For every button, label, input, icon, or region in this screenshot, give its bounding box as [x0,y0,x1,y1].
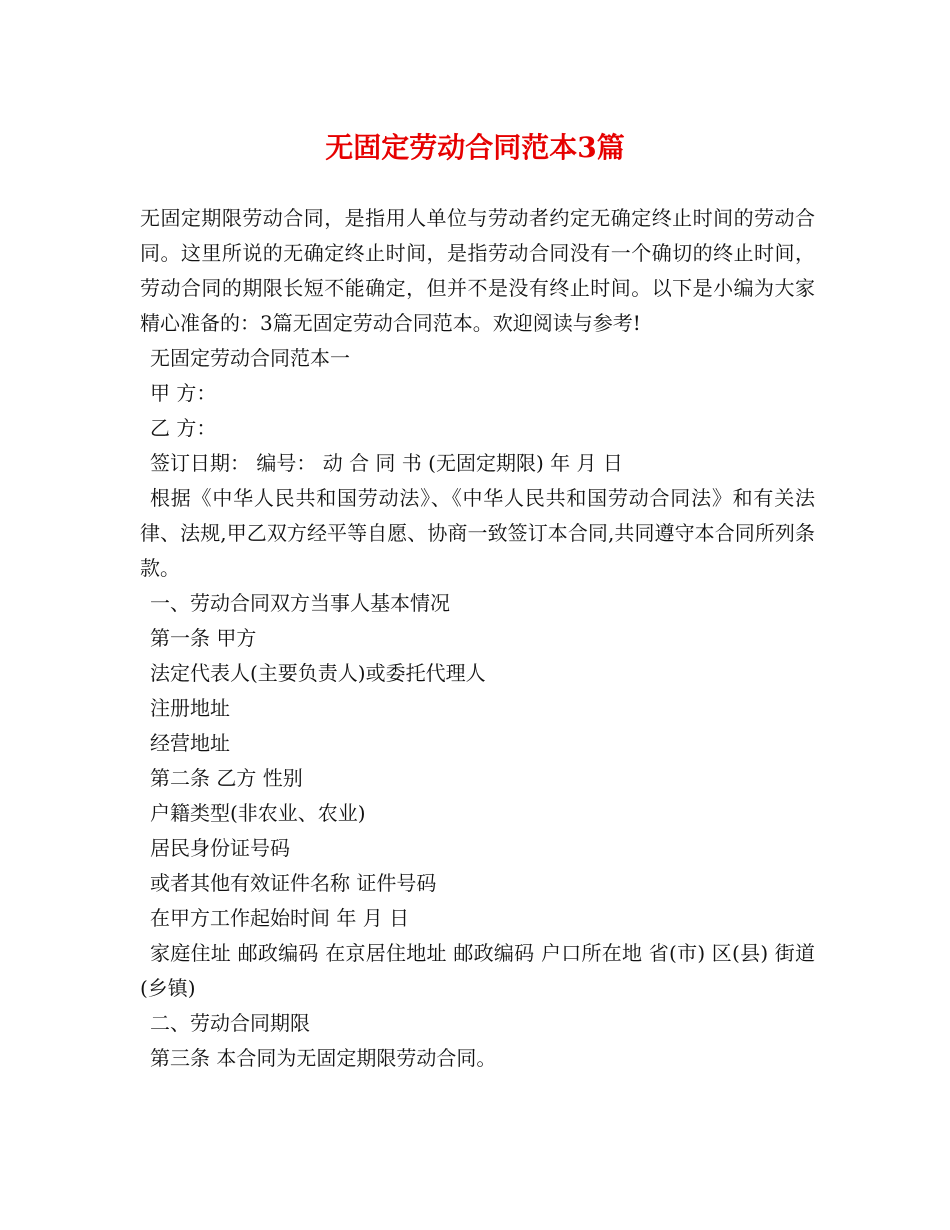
address-paragraph: 家庭住址 邮政编码 在京居住地址 邮政编码 户口所在地 省(市) 区(县) 街道(乡镇) [140,941,815,1000]
section-heading-sample-one: 无固定劳动合同范本一 [150,346,350,370]
legal-representative-line: 法定代表人(主要负责人)或委托代理人 [150,661,486,685]
document-body [140,201,815,1076]
signing-date-line: 签订日期： 编号： 动 合 同 书 (无固定期限) 年 月 日 [150,451,623,475]
article-one-line: 第一条 甲方 [150,626,257,650]
party-a-line: 甲 方： [150,381,217,405]
household-type-line: 户籍类型(非农业、农业) [150,801,366,825]
business-address-line: 经营地址 [150,731,230,755]
basis-paragraph: 根据《中华人民共和国劳动法》、《中华人民共和国劳动合同法》和有关法律、法规,甲乙双方经平等自愿、协商一致签订本合同,共同遵守本合同所列条款。 [140,486,815,580]
intro-paragraph: 无固定期限劳动合同，是指用人单位与劳动者约定无确定终止时间的劳动合同。这里所说的无确定终止时间，是指劳动合同没有一个确切的终止时间，劳动合同的期限长短不能确定，但并不是没有终止时间。以下是小编为大家精心准备的：3篇无固定劳动合同范本。欢迎阅读与参考! [140,206,815,335]
id-number-line: 居民身份证号码 [150,836,290,860]
section-heading-parties: 一、劳动合同双方当事人基本情况 [150,591,450,615]
registered-address-line: 注册地址 [150,696,230,720]
party-b-line: 乙 方： [150,416,217,440]
other-id-line: 或者其他有效证件名称 证件号码 [150,871,437,895]
article-three-line: 第三条 本合同为无固定期限劳动合同。 [150,1046,497,1070]
section-heading-term: 二、劳动合同期限 [150,1011,310,1035]
start-date-line: 在甲方工作起始时间 年 月 日 [150,906,410,930]
document-title: 无固定劳动合同范本3篇 [325,131,625,164]
article-two-line: 第二条 乙方 性别 [150,766,303,790]
